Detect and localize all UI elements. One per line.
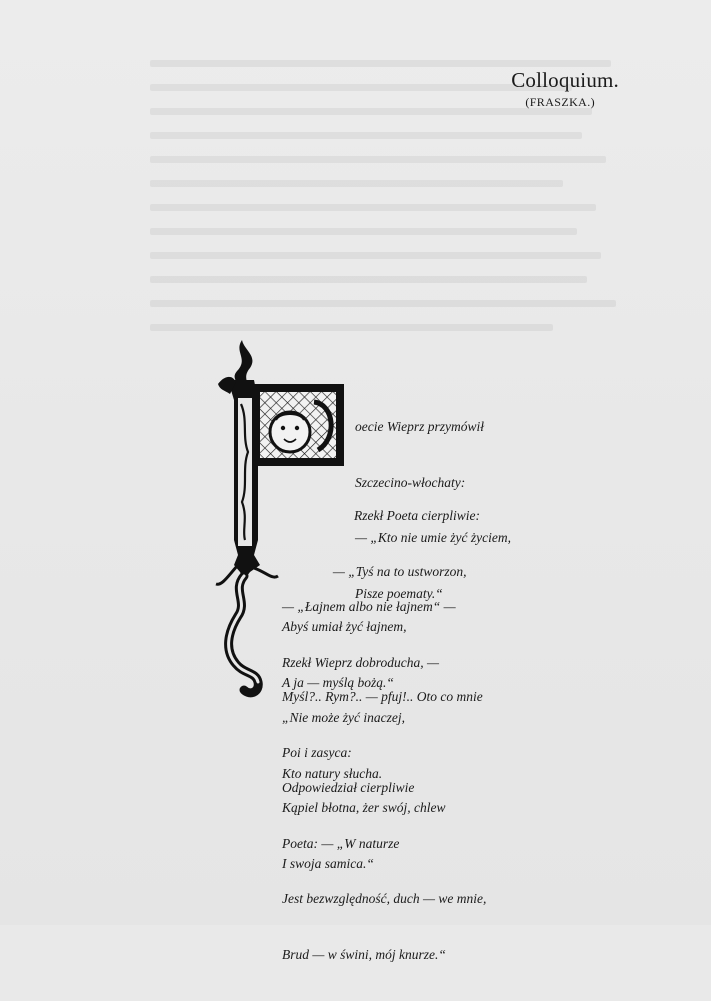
poem-line: Abyś umiał żyć łajnem, [282,619,407,634]
poem-line: Myśl?.. Rym?.. — pfuj!.. Oto co mnie [282,689,483,704]
poem-line: A ja — myślą bożą.“ [282,674,394,690]
poem-line: Brud — w świni, mój knurze.“ [282,946,446,962]
poem-line: Kto natury słucha. [282,765,383,781]
poem-subtitle: (FRASZKA.) [525,95,595,109]
poem-line: „Nie może żyć inaczej, [282,710,405,725]
stanza-5 [282,742,486,1001]
poem-line: Rzekł Poeta cierpliwie: [354,508,480,523]
poem-line: Szczecino-włochaty: [355,474,466,490]
poem-line: — „Kto nie umie żyć życiem, [355,530,511,545]
poem-title: Colloquium. [511,68,619,92]
poem-line: Pisze poematy.“ [355,585,443,601]
poem-line: — „Łajnem albo nie łajnem“ — [282,599,456,614]
poem-line: Jest bezwzględność, duch — we mnie, [282,891,487,906]
poem-line: I swoja samica.“ [282,855,374,871]
poem-line: Rzekł Wieprz dobroducha, — [282,654,439,670]
poem-line: Odpowiedział cierpliwie [282,780,415,795]
poem-line: Poi i zasyca: [282,744,352,760]
poem-line: — „Tyś na to ustworzon, [316,563,467,579]
poem-line: Poeta: — „W naturze [282,835,400,851]
poem-line: oecie Wieprz przymówił [355,419,484,434]
poem-line: Kąpiel błotna, żer swój, chlew [282,800,446,815]
